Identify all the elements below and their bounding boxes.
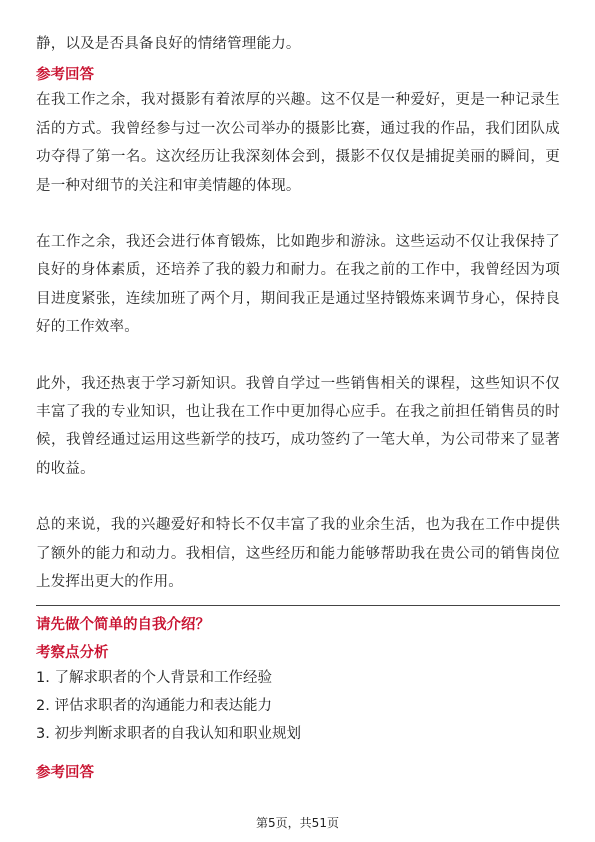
answer-paragraph-3: 此外，我还热衷于学习新知识。我曾自学过一些销售相关的课程，这些知识不仅丰富了我的专业知识，也让我在工作中更加得心应手。在我之前担任销售员的时候，我曾经通过运用这些新学的技巧，成功签约了一笔大单，为公司带来了显著的收益。 <box>36 375 560 477</box>
page-footer: 第5页，共51页 <box>256 816 339 830</box>
paragraph-gap <box>36 200 560 228</box>
document-page <box>36 30 560 784</box>
answer-paragraph-1: 在我工作之余，我对摄影有着浓厚的兴趣。这不仅是一种爱好，更是一种记录生活的方式。我曾经参与过一次公司举办的摄影比赛，通过我的作品，我们团队成功夺得了第一名。这次经历让我深刻体会到，摄影不仅仅是捕捉美丽的瞬间，更是一种对细节的关注和审美情趣的体现。 <box>36 92 560 194</box>
continued-text: 静，以及是否具备良好的情绪管理能力。 <box>36 36 301 52</box>
analysis-item: 3. 初步判断求职者的自我认知和职业规划 <box>36 725 301 742</box>
reference-answer-label: 参考回答 <box>36 764 94 781</box>
analysis-item: 1. 了解求职者的个人背景和工作经验 <box>36 669 272 686</box>
section-divider <box>36 605 560 606</box>
analysis-item: 2. 评估求职者的沟通能力和表达能力 <box>36 697 272 714</box>
reference-answer-label: 参考回答 <box>36 67 94 84</box>
paragraph-gap <box>36 342 560 370</box>
question-heading: 请先做个简单的自我介绍？ <box>36 616 210 633</box>
analysis-label: 考察点分析 <box>36 644 109 661</box>
answer-paragraph-2: 在工作之余，我还会进行体育锻炼，比如跑步和游泳。这些运动不仅让我保持了良好的身体素质，还培养了我的毅力和耐力。在我之前的工作中，我曾经因为项目进度紧张，连续加班了两个月，期间我正是通过坚持锻炼来调节身心，保持良好的工作效率。 <box>36 234 560 336</box>
answer-paragraph-4: 总的来说，我的兴趣爱好和特长不仅丰富了我的业余生活，也为我在工作中提供了额外的能力和动力。我相信，这些经历和能力能够帮助我在贵公司的销售岗位上发挥出更大的作用。 <box>36 517 560 591</box>
paragraph-gap <box>36 483 560 511</box>
